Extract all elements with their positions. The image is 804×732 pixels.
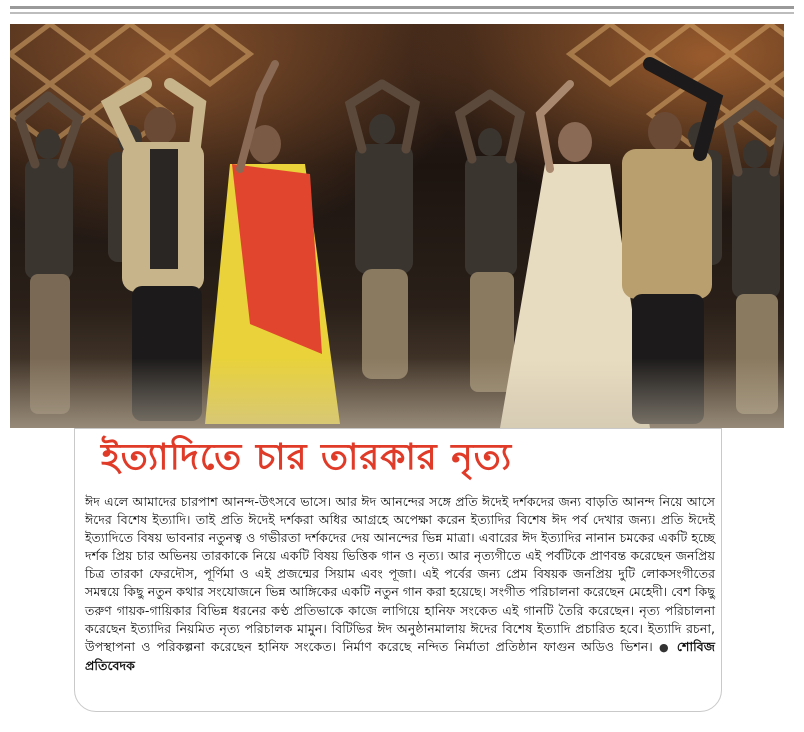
body-paragraph: ঈদ এলে আমাদের চারপাশ আনন্দ-উৎসবে ভাসে। আর ঈদ আনন্দের সঙ্গে প্রতি ঈদেই দর্শকদের জন্য বাড়তি আনন্দ নিয়ে আসে ঈদের বিশেষ ইত্যাদি। তাই প্রতি ঈদেই দর্শকরা অধির আগ্রহে অপেক্ষা করেন ইত্যাদির বিশেষ ঈদ পর্ব দেখার জন্য। প্রতি ঈদেই ইত্যাদিতে বিষয় ভাবনার নতুনত্ব ও গভীরতা দর্শকদের দেয় আনন্দের ভিন্ন মাত্রা। এবারের ঈদ ইত্যাদির নানান চমকের একটি হচ্ছে দর্শক প্রিয় চার অভিনয় তারকাকে নিয়ে একটি বিষয় ভিত্তিক গান ও নৃত্য। আর নৃত্যগীতে এই পর্বটিকে প্রাণবন্ত করেছেন জনপ্রিয় চিত্র তারকা ফেরদৌস, পূর্ণিমা ও এই প্রজন্মের সিয়াম এবং পূজা। এই পর্বের জন্য প্রেম বিষয়ক জনপ্রিয় দুটি লোকসংগীতের সমন্বয়ে কিছু নতুন কথার সংযোজনে ভিন্ন আঙ্গিকের একটি নতুন গান করা হয়েছে। সংগীত পরিচালনা করেছেন মেহেদী। বেশ কিছু তরুণ গায়ক-গায়িকার বিভিন্ন ধরনের কণ্ঠ প্রতিভাকে কাজে লাগিয়ে হানিফ সংকেত এই গানটি তৈরি করেছেন। নৃত্য পরিচালনা করেছেন ইত্যাদির নিয়মিত নৃত্য পরিচালক মামুন। বিটিভির ঈদ অনুষ্ঠানমালায় ঈদের বিশেষ ইত্যাদি প্রচারিত হবে। ইত্যাদি রচনা, উপস্থাপনা ও পরিকল্পনা করেছেন হানিফ সংকেত। নির্মাণ করেছে নন্দিত নির্মাতা প্রতিষ্ঠান ফাগুন অডিও ভিশন।	[85, 494, 715, 654]
byline: শোবিজ প্রতিবেদক	[85, 638, 715, 673]
stage-floor	[10, 358, 784, 428]
headline: ইত্যাদিতে চার তারকার নৃত্য	[101, 437, 513, 478]
bullet-icon: ●	[658, 640, 671, 654]
article-body	[85, 493, 715, 675]
article-box	[74, 428, 722, 712]
stage-performance-photo	[10, 24, 784, 428]
rule-line	[10, 6, 794, 9]
rule-line	[10, 12, 794, 14]
top-rule	[0, 0, 804, 22]
